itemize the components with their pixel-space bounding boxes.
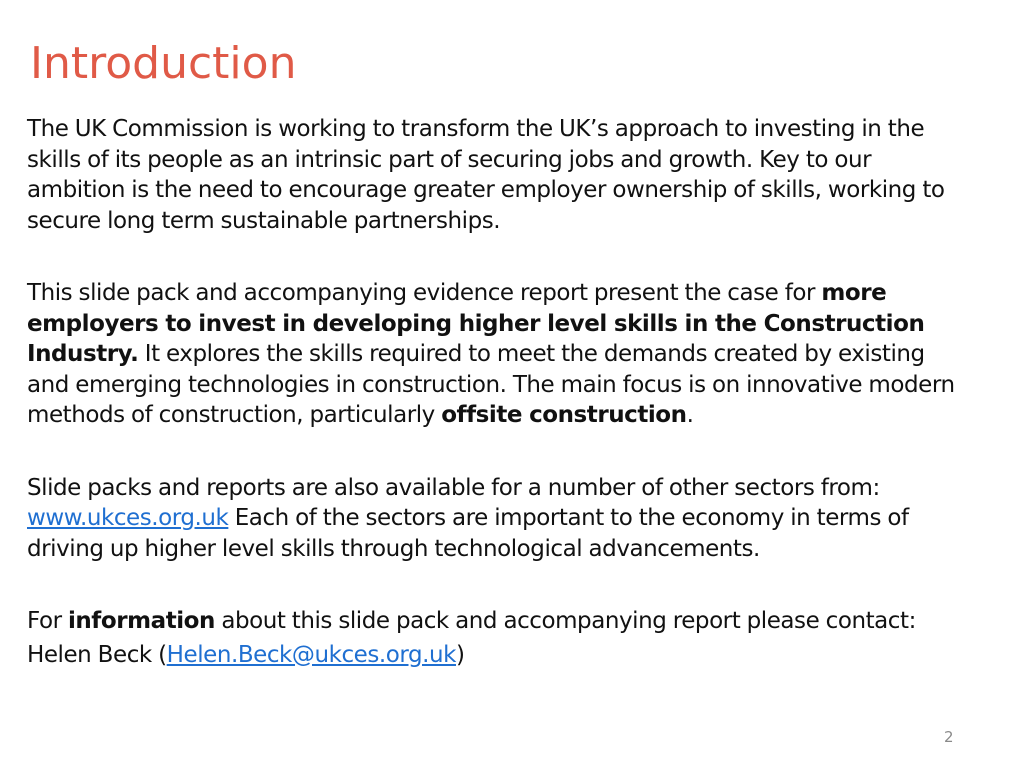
offsite-construction-emphasis: offsite construction bbox=[441, 402, 687, 428]
slide-title: Introduction bbox=[30, 38, 297, 89]
contact-close: ) bbox=[456, 641, 465, 668]
other-sectors-intro: Slide packs and reports are also available for a number of other sectors from: bbox=[27, 474, 880, 501]
information-emphasis: information bbox=[67, 608, 215, 634]
contact-email-link[interactable]: Helen.Beck@ukces.org.uk bbox=[166, 641, 456, 668]
paragraph-contact-info bbox=[27, 606, 962, 637]
slide-pack-intro: This slide pack and accompanying evidence report present the case for bbox=[27, 280, 822, 306]
slide-body bbox=[27, 114, 962, 670]
paragraph-slide-pack bbox=[27, 278, 962, 431]
contact-name: Helen Beck ( bbox=[27, 641, 167, 668]
page-number: 2 bbox=[944, 728, 954, 746]
paragraph-other-sectors bbox=[27, 473, 962, 565]
contact-intro: For bbox=[27, 608, 68, 634]
paragraph-contact-person bbox=[27, 640, 962, 671]
contact-rest: about this slide pack and accompanying report please contact: bbox=[214, 608, 916, 634]
slide-pack-emphasis: more employers to invest in developing higher level skills in the Construction Industry. bbox=[27, 280, 925, 367]
ukces-website-link[interactable]: www.ukces.org.uk bbox=[27, 505, 229, 531]
slide-pack-detail: It explores the skills required to meet the demands created by existing and emerging technologies in construction. The main focus is on innovative modern methods of construction, particularly bbox=[27, 341, 955, 428]
paragraph-commission bbox=[27, 114, 962, 236]
slide-pack-end: . bbox=[686, 402, 694, 428]
other-sectors-rest: Each of the sectors are important to the economy in terms of driving up higher level skills through technological advancements. bbox=[27, 505, 909, 562]
paragraph-commission-text: The UK Commission is working to transform the UK’s approach to investing in the skills of its people as an intrinsic part of securing jobs and growth. Key to our ambition is the need to encourage greater employer ownership of skills, working to secure long term sustainable partnerships. bbox=[27, 116, 945, 234]
